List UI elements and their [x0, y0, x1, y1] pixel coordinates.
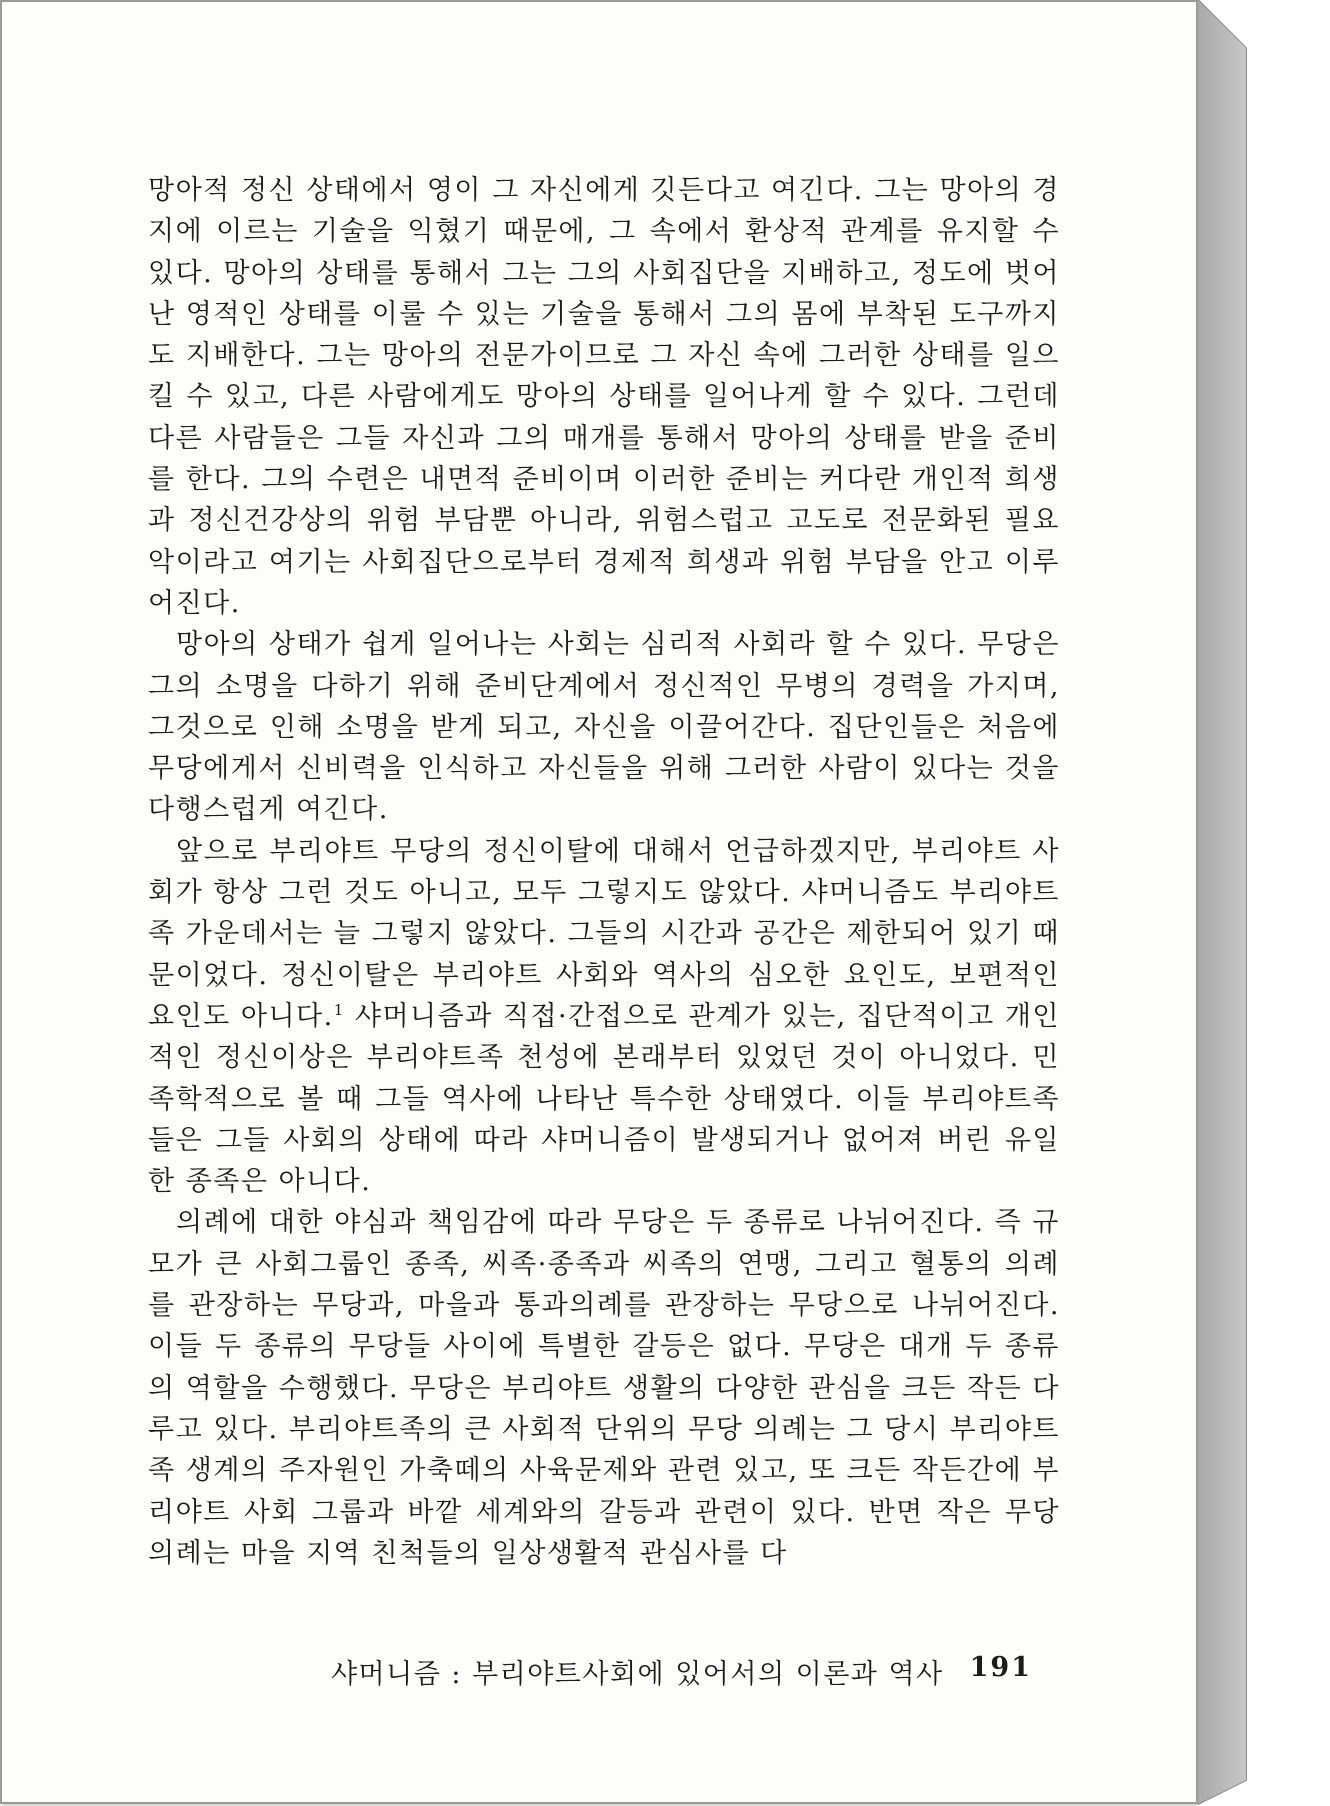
paragraph-1: 망아적 정신 상태에서 영이 그 자신에게 깃든다고 여긴다. 그는 망아의 경지에 이르는 기술을 익혔기 때문에, 그 속에서 환상적 관계를 유지할 수 있다. 망아의 상태를 통해서 그는 그의 사회집단을 지배하고, 정도에 벗어난 영적인 상태를 이룰 수 있는 기술을 통해서 그의 몸에 부착된 도구까지도 지배한다. 그는 망아의 전문가이므로 그 자신 속에 그러한 상태를 일으킬 수 있고, 다른 사람에게도 망아의 상태를 일어나게 할 수 있다. 그런데 다른 사람들은 그들 자신과 그의 매개를 통해서 망아의 상태를 받을 준비를 한다. 그의 수련은 내면적 준비이며 이러한 준비는 커다란 개인적 희생과 정신건강상의 위험 부담뿐 아니라, 위험스럽고 고도로 전문화된 필요악이라고 여기는 사회집단으로부터 경제적 희생과 위험 부담을 안고 이루어진다. — [148, 175, 1060, 619]
page-number: 191 — [969, 1652, 1032, 1683]
body-text — [148, 170, 1060, 1574]
paragraph-2: 망아의 상태가 쉽게 일어나는 사회는 심리적 사회라 할 수 있다. 무당은 그의 소명을 다하기 위해 준비단계에서 정신적인 무병의 경력을 가지며, 그것으로 인해 소명을 받게 되고, 자신을 이끌어간다. 집단인들은 처음에 무당에게서 신비력을 인식하고 자신들을 위해 그러한 사람이 있다는 것을 다행스럽게 여긴다. — [148, 629, 1060, 826]
book-edge — [1198, 0, 1330, 1806]
book-edge-shape — [1198, 0, 1330, 1806]
running-footer — [330, 1652, 1032, 1691]
running-title: 샤머니즘 : 부리야트사회에 있어서의 이론과 역사 — [330, 1659, 944, 1690]
paragraph-4: 의례에 대한 야심과 책임감에 따라 무당은 두 종류로 나뉘어진다. 즉 규모가 큰 사회그룹인 종족, 씨족·종족과 씨족의 연맹, 그리고 혈통의 의례를 관장하는 무당과, 마을과 통과의례를 관장하는 무당으로 나뉘어진다. 이들 두 종류의 무당들 사이에 특별한 갈등은 없다. 무당은 대개 두 종류의 역할을 수행했다. 무당은 부리야트 생활의 다양한 관심을 크든 작든 다루고 있다. 부리야트족의 큰 사회적 단위의 무당 의례는 그 당시 부리야트족 생계의 주자원인 가축떼의 사육문제와 관련 있고, 또 크든 작든간에 부리야트 사회 그룹과 바깥 세계와의 갈등과 관련이 있다. 반면 작은 무당 의례는 마을 지역 친척들의 일상생활적 관심사를 다 — [148, 1207, 1060, 1569]
paragraph-3 — [148, 831, 1060, 1203]
paragraph-3-part-1: 앞으로 부리야트 무당의 정신이탈에 대해서 언급하겠지만, 부리야트 사회가 항상 그런 것도 아니고, 모두 그렇지도 않았다. 샤머니즘도 부리야트족 가운데서는 늘 그렇지 않았다. 그들의 시간과 공간은 제한되어 있기 때문이었다. 정신이탈은 부리야트 사회와 역사의 심오한 요인도, 보편적인 요인도 아니다. — [148, 835, 1060, 1032]
paragraph-3-part-2: 샤머니즘과 직접·간접으로 관계가 있는, 집단적이고 개인적인 정신이상은 부리야트족 천성에 본래부터 있었던 것이 아니었다. 민족학적으로 볼 때 그들 역사에 나타난 특수한 상태였다. 이들 부리야트족들은 그들 사회의 상태에 따라 샤머니즘이 발생되거나 없어져 버린 유일한 종족은 아니다. — [148, 1000, 1060, 1198]
footnote-marker: 1 — [333, 1000, 345, 1019]
